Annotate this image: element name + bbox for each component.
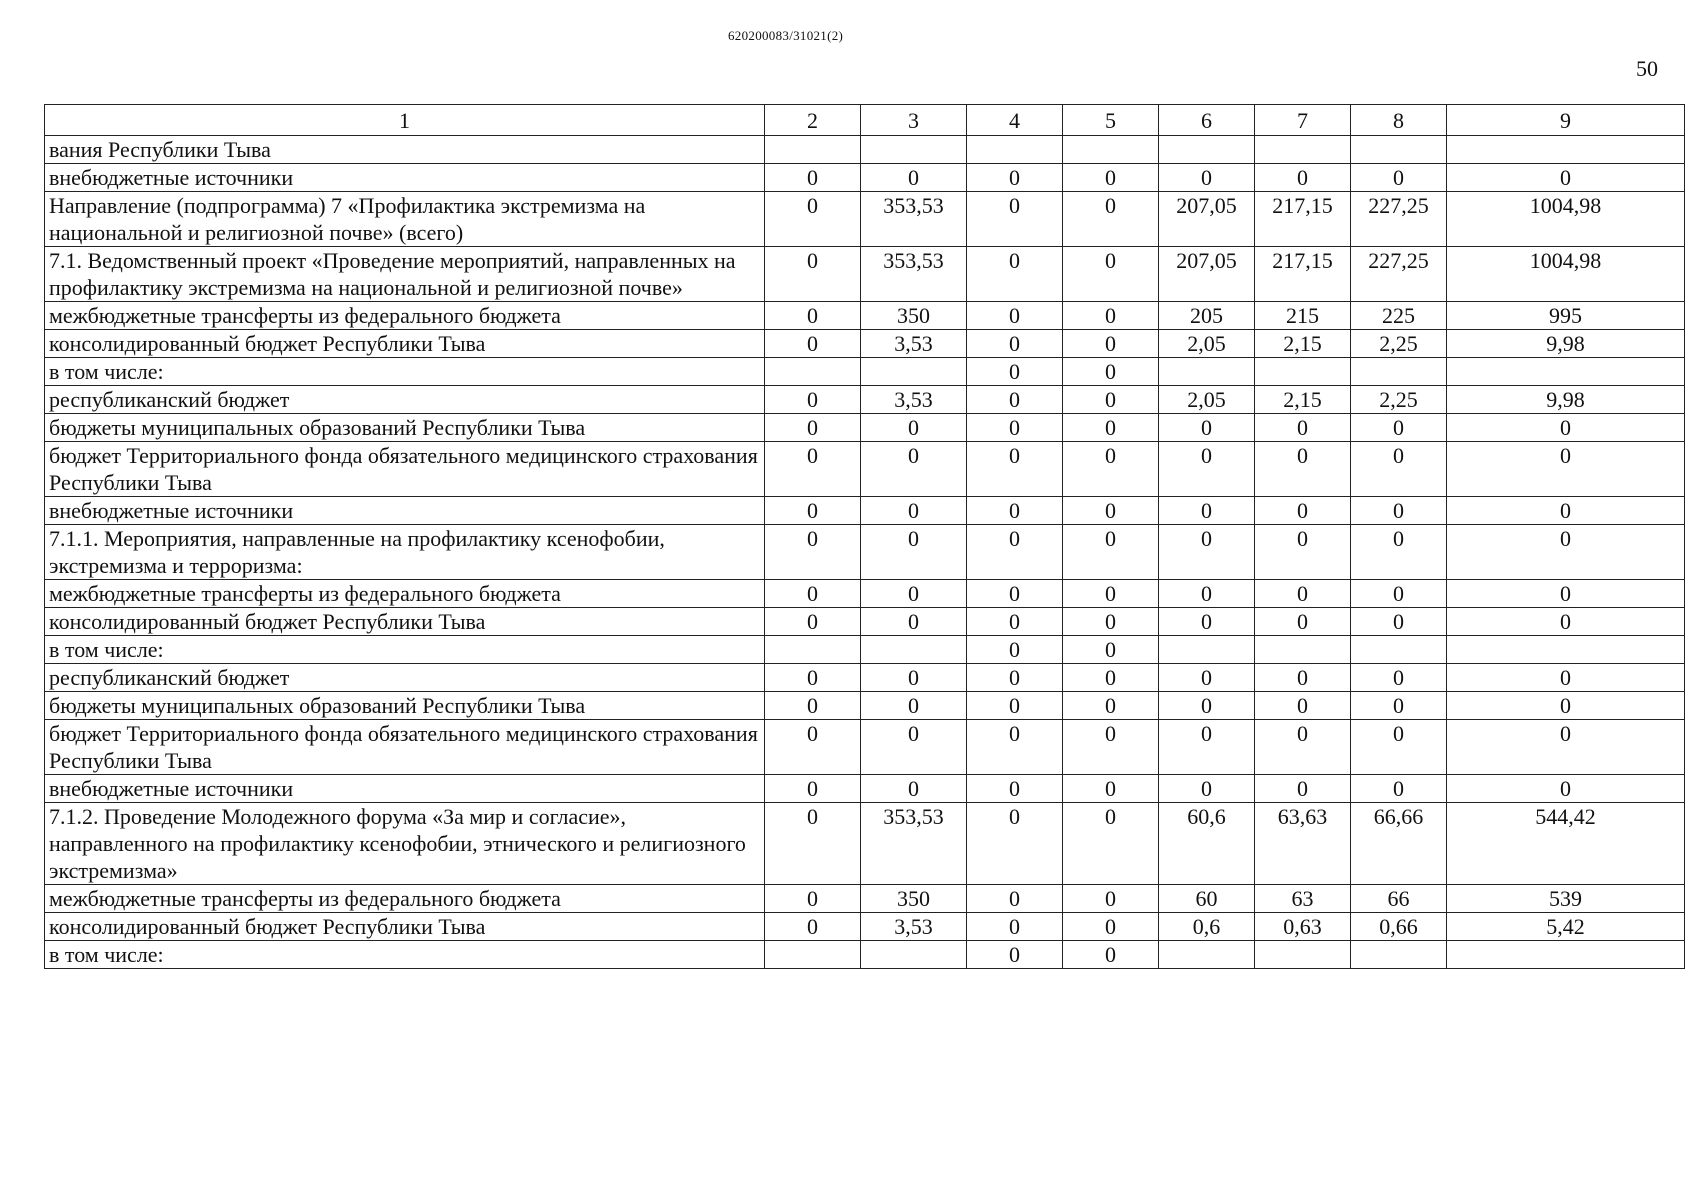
- value-cell: 539: [1447, 885, 1685, 913]
- value-cell: 3,53: [861, 330, 967, 358]
- value-cell: 0: [1063, 941, 1159, 969]
- value-cell: [861, 636, 967, 664]
- value-cell: [861, 136, 967, 164]
- value-cell: 0: [1063, 525, 1159, 580]
- value-cell: 0: [967, 664, 1063, 692]
- table-row: [45, 803, 1685, 885]
- value-cell: 0: [967, 525, 1063, 580]
- value-cell: 0: [967, 414, 1063, 442]
- value-cell: 0: [1447, 720, 1685, 775]
- value-cell: 3,53: [861, 913, 967, 941]
- value-cell: 5,42: [1447, 913, 1685, 941]
- value-cell: 9,98: [1447, 330, 1685, 358]
- value-cell: 0: [1159, 442, 1255, 497]
- value-cell: [1351, 358, 1447, 386]
- value-cell: 0: [765, 330, 861, 358]
- value-cell: 0: [1255, 720, 1351, 775]
- table-row: [45, 164, 1685, 192]
- table-row: [45, 358, 1685, 386]
- value-cell: 0: [967, 442, 1063, 497]
- row-label: межбюджетные трансферты из федерального бюджета: [45, 885, 765, 913]
- value-cell: 0: [967, 941, 1063, 969]
- value-cell: 0: [765, 692, 861, 720]
- value-cell: 0: [1063, 358, 1159, 386]
- value-cell: [1255, 358, 1351, 386]
- row-label: внебюджетные источники: [45, 775, 765, 803]
- value-cell: 0: [1351, 580, 1447, 608]
- value-cell: 0,66: [1351, 913, 1447, 941]
- value-cell: [1351, 941, 1447, 969]
- value-cell: 0: [861, 580, 967, 608]
- value-cell: 2,25: [1351, 330, 1447, 358]
- value-cell: 353,53: [861, 247, 967, 302]
- value-cell: 0: [1063, 803, 1159, 885]
- value-cell: 0: [1063, 247, 1159, 302]
- row-label: консолидированный бюджет Республики Тыва: [45, 330, 765, 358]
- table-row: [45, 497, 1685, 525]
- value-cell: 227,25: [1351, 247, 1447, 302]
- value-cell: 0: [765, 497, 861, 525]
- value-cell: 0: [1255, 664, 1351, 692]
- value-cell: [861, 358, 967, 386]
- value-cell: 215: [1255, 302, 1351, 330]
- table-row: [45, 664, 1685, 692]
- value-cell: 0: [1447, 525, 1685, 580]
- value-cell: 0: [765, 803, 861, 885]
- row-label: консолидированный бюджет Республики Тыва: [45, 913, 765, 941]
- value-cell: 0: [967, 497, 1063, 525]
- value-cell: 0: [1159, 497, 1255, 525]
- value-cell: 63: [1255, 885, 1351, 913]
- value-cell: [765, 136, 861, 164]
- value-cell: 0: [861, 720, 967, 775]
- value-cell: 0: [1447, 608, 1685, 636]
- table-row: [45, 692, 1685, 720]
- value-cell: 0: [1351, 164, 1447, 192]
- value-cell: 0: [1063, 302, 1159, 330]
- table-row: [45, 192, 1685, 247]
- value-cell: 0: [861, 608, 967, 636]
- value-cell: 353,53: [861, 192, 967, 247]
- row-label: внебюджетные источники: [45, 164, 765, 192]
- value-cell: 2,15: [1255, 330, 1351, 358]
- table-row: [45, 941, 1685, 969]
- value-cell: 0: [1351, 414, 1447, 442]
- value-cell: 0: [1255, 692, 1351, 720]
- value-cell: 0: [861, 775, 967, 803]
- value-cell: [1159, 941, 1255, 969]
- value-cell: 207,05: [1159, 192, 1255, 247]
- value-cell: 0: [1063, 608, 1159, 636]
- value-cell: 0: [1351, 442, 1447, 497]
- table-row: [45, 386, 1685, 414]
- value-cell: [1255, 941, 1351, 969]
- value-cell: 0: [1255, 525, 1351, 580]
- table-row: [45, 913, 1685, 941]
- value-cell: 0: [765, 192, 861, 247]
- value-cell: 0: [967, 164, 1063, 192]
- table-header-row: [45, 105, 1685, 136]
- value-cell: 0: [1447, 580, 1685, 608]
- table-row: [45, 775, 1685, 803]
- value-cell: 0: [1255, 580, 1351, 608]
- value-cell: [1159, 358, 1255, 386]
- value-cell: 0: [1447, 775, 1685, 803]
- value-cell: 0: [1159, 608, 1255, 636]
- table-row: [45, 608, 1685, 636]
- value-cell: 0: [765, 913, 861, 941]
- value-cell: 0: [967, 803, 1063, 885]
- row-label: бюджеты муниципальных образований Республики Тыва: [45, 414, 765, 442]
- table-row: [45, 330, 1685, 358]
- value-cell: 0: [1063, 164, 1159, 192]
- column-header: 3: [861, 105, 967, 136]
- value-cell: 60,6: [1159, 803, 1255, 885]
- value-cell: 0: [861, 497, 967, 525]
- column-header: 4: [967, 105, 1063, 136]
- value-cell: 207,05: [1159, 247, 1255, 302]
- value-cell: 0: [967, 885, 1063, 913]
- value-cell: 0: [1159, 525, 1255, 580]
- value-cell: [1255, 136, 1351, 164]
- value-cell: 0: [967, 775, 1063, 803]
- column-header: 5: [1063, 105, 1159, 136]
- row-label: в том числе:: [45, 358, 765, 386]
- row-label: бюджет Территориального фонда обязательного медицинского страхования Республики Тыва: [45, 720, 765, 775]
- value-cell: 0: [1447, 664, 1685, 692]
- value-cell: 0: [861, 442, 967, 497]
- value-cell: 0: [1063, 442, 1159, 497]
- page-number: 50: [1636, 56, 1658, 81]
- value-cell: 0: [765, 386, 861, 414]
- value-cell: 0: [1255, 775, 1351, 803]
- value-cell: 0: [967, 302, 1063, 330]
- value-cell: 0: [967, 720, 1063, 775]
- value-cell: 0: [765, 775, 861, 803]
- value-cell: 0: [967, 358, 1063, 386]
- value-cell: 0: [765, 247, 861, 302]
- value-cell: [1255, 636, 1351, 664]
- value-cell: 0: [1351, 720, 1447, 775]
- value-cell: 9,98: [1447, 386, 1685, 414]
- value-cell: 0: [1447, 692, 1685, 720]
- row-label: республиканский бюджет: [45, 386, 765, 414]
- table-row: [45, 302, 1685, 330]
- value-cell: 0: [1255, 442, 1351, 497]
- table-row: [45, 720, 1685, 775]
- value-cell: 0: [861, 414, 967, 442]
- table-row: [45, 885, 1685, 913]
- row-label: республиканский бюджет: [45, 664, 765, 692]
- value-cell: 217,15: [1255, 247, 1351, 302]
- value-cell: 0: [1063, 580, 1159, 608]
- value-cell: [1159, 136, 1255, 164]
- value-cell: 0,6: [1159, 913, 1255, 941]
- value-cell: 0: [1159, 775, 1255, 803]
- value-cell: 0: [765, 664, 861, 692]
- value-cell: [765, 941, 861, 969]
- value-cell: 0: [1255, 608, 1351, 636]
- value-cell: 0: [861, 164, 967, 192]
- value-cell: 0: [765, 525, 861, 580]
- value-cell: 0: [1063, 636, 1159, 664]
- value-cell: [1447, 941, 1685, 969]
- value-cell: 0: [1063, 664, 1159, 692]
- value-cell: [1351, 636, 1447, 664]
- value-cell: 0: [967, 247, 1063, 302]
- table-row: [45, 414, 1685, 442]
- column-header: 9: [1447, 105, 1685, 136]
- value-cell: 217,15: [1255, 192, 1351, 247]
- value-cell: 0: [861, 664, 967, 692]
- value-cell: 0: [967, 636, 1063, 664]
- value-cell: 3,53: [861, 386, 967, 414]
- value-cell: 0: [1159, 692, 1255, 720]
- value-cell: 0: [1351, 497, 1447, 525]
- value-cell: 0: [1063, 330, 1159, 358]
- value-cell: 350: [861, 302, 967, 330]
- table-row: [45, 442, 1685, 497]
- value-cell: 353,53: [861, 803, 967, 885]
- value-cell: 995: [1447, 302, 1685, 330]
- value-cell: 2,05: [1159, 386, 1255, 414]
- table-row: [45, 247, 1685, 302]
- value-cell: 0: [1255, 164, 1351, 192]
- value-cell: 0: [1063, 497, 1159, 525]
- column-header: 1: [45, 105, 765, 136]
- value-cell: 66: [1351, 885, 1447, 913]
- value-cell: 66,66: [1351, 803, 1447, 885]
- value-cell: 0: [765, 885, 861, 913]
- value-cell: 63,63: [1255, 803, 1351, 885]
- row-label: 7.1.2. Проведение Молодежного форума «За мир и согласие», направленного на профилактику ксенофобии, этнического и религиозного экстремизма»: [45, 803, 765, 885]
- value-cell: 0: [765, 442, 861, 497]
- value-cell: 0: [1159, 720, 1255, 775]
- row-label: межбюджетные трансферты из федерального бюджета: [45, 580, 765, 608]
- row-label: 7.1. Ведомственный проект «Проведение мероприятий, направленных на профилактику экстремизма на национальной и религиозной почве»: [45, 247, 765, 302]
- value-cell: 0,63: [1255, 913, 1351, 941]
- row-label: в том числе:: [45, 941, 765, 969]
- value-cell: 544,42: [1447, 803, 1685, 885]
- value-cell: 2,05: [1159, 330, 1255, 358]
- value-cell: 0: [861, 525, 967, 580]
- value-cell: 0: [967, 386, 1063, 414]
- value-cell: 60: [1159, 885, 1255, 913]
- value-cell: 225: [1351, 302, 1447, 330]
- value-cell: [765, 358, 861, 386]
- value-cell: 0: [1159, 580, 1255, 608]
- row-label: Направление (подпрограмма) 7 «Профилактика экстремизма на национальной и религиозной почве» (всего): [45, 192, 765, 247]
- value-cell: 0: [765, 580, 861, 608]
- value-cell: 0: [1447, 414, 1685, 442]
- value-cell: 0: [1351, 664, 1447, 692]
- value-cell: [1063, 136, 1159, 164]
- value-cell: 0: [765, 720, 861, 775]
- value-cell: 0: [1447, 442, 1685, 497]
- table-body: [45, 136, 1685, 969]
- value-cell: 0: [1063, 720, 1159, 775]
- value-cell: 0: [1063, 386, 1159, 414]
- value-cell: 0: [967, 580, 1063, 608]
- value-cell: 0: [765, 608, 861, 636]
- value-cell: 0: [967, 192, 1063, 247]
- budget-table: [44, 104, 1685, 969]
- value-cell: 0: [1159, 414, 1255, 442]
- document-id: 620200083/31021(2): [728, 28, 844, 43]
- value-cell: [1159, 636, 1255, 664]
- value-cell: 1004,98: [1447, 247, 1685, 302]
- table-row: [45, 636, 1685, 664]
- value-cell: 0: [967, 692, 1063, 720]
- column-header: 7: [1255, 105, 1351, 136]
- value-cell: 0: [1351, 775, 1447, 803]
- value-cell: 0: [1063, 885, 1159, 913]
- value-cell: [967, 136, 1063, 164]
- row-label: консолидированный бюджет Республики Тыва: [45, 608, 765, 636]
- value-cell: [1351, 136, 1447, 164]
- row-label: 7.1.1. Мероприятия, направленные на профилактику ксенофобии, экстремизма и терроризма:: [45, 525, 765, 580]
- value-cell: 0: [765, 164, 861, 192]
- column-header: 6: [1159, 105, 1255, 136]
- value-cell: 2,15: [1255, 386, 1351, 414]
- value-cell: [1447, 136, 1685, 164]
- value-cell: 0: [1351, 692, 1447, 720]
- value-cell: 0: [1351, 525, 1447, 580]
- row-label: бюджеты муниципальных образований Республики Тыва: [45, 692, 765, 720]
- value-cell: 0: [1063, 692, 1159, 720]
- table-row: [45, 136, 1685, 164]
- value-cell: 0: [1351, 608, 1447, 636]
- row-label: вания Республики Тыва: [45, 136, 765, 164]
- value-cell: 1004,98: [1447, 192, 1685, 247]
- column-header: 2: [765, 105, 861, 136]
- value-cell: [1447, 358, 1685, 386]
- row-label: бюджет Территориального фонда обязательного медицинского страхования Республики Тыва: [45, 442, 765, 497]
- table-row: [45, 525, 1685, 580]
- value-cell: 0: [1255, 414, 1351, 442]
- value-cell: 0: [1063, 192, 1159, 247]
- value-cell: 0: [967, 330, 1063, 358]
- row-label: межбюджетные трансферты из федерального бюджета: [45, 302, 765, 330]
- table-row: [45, 580, 1685, 608]
- value-cell: 0: [765, 414, 861, 442]
- value-cell: 205: [1159, 302, 1255, 330]
- column-header: 8: [1351, 105, 1447, 136]
- value-cell: [1447, 636, 1685, 664]
- value-cell: 0: [1159, 664, 1255, 692]
- value-cell: 0: [1063, 913, 1159, 941]
- value-cell: 0: [1063, 775, 1159, 803]
- value-cell: [861, 941, 967, 969]
- value-cell: 350: [861, 885, 967, 913]
- value-cell: 0: [967, 608, 1063, 636]
- row-label: внебюджетные источники: [45, 497, 765, 525]
- value-cell: 0: [967, 913, 1063, 941]
- value-cell: [765, 636, 861, 664]
- value-cell: 0: [1063, 414, 1159, 442]
- row-label: в том числе:: [45, 636, 765, 664]
- value-cell: 0: [1447, 164, 1685, 192]
- value-cell: 2,25: [1351, 386, 1447, 414]
- value-cell: 0: [1159, 164, 1255, 192]
- value-cell: 0: [765, 302, 861, 330]
- value-cell: 227,25: [1351, 192, 1447, 247]
- value-cell: 0: [1447, 497, 1685, 525]
- value-cell: 0: [1255, 497, 1351, 525]
- value-cell: 0: [861, 692, 967, 720]
